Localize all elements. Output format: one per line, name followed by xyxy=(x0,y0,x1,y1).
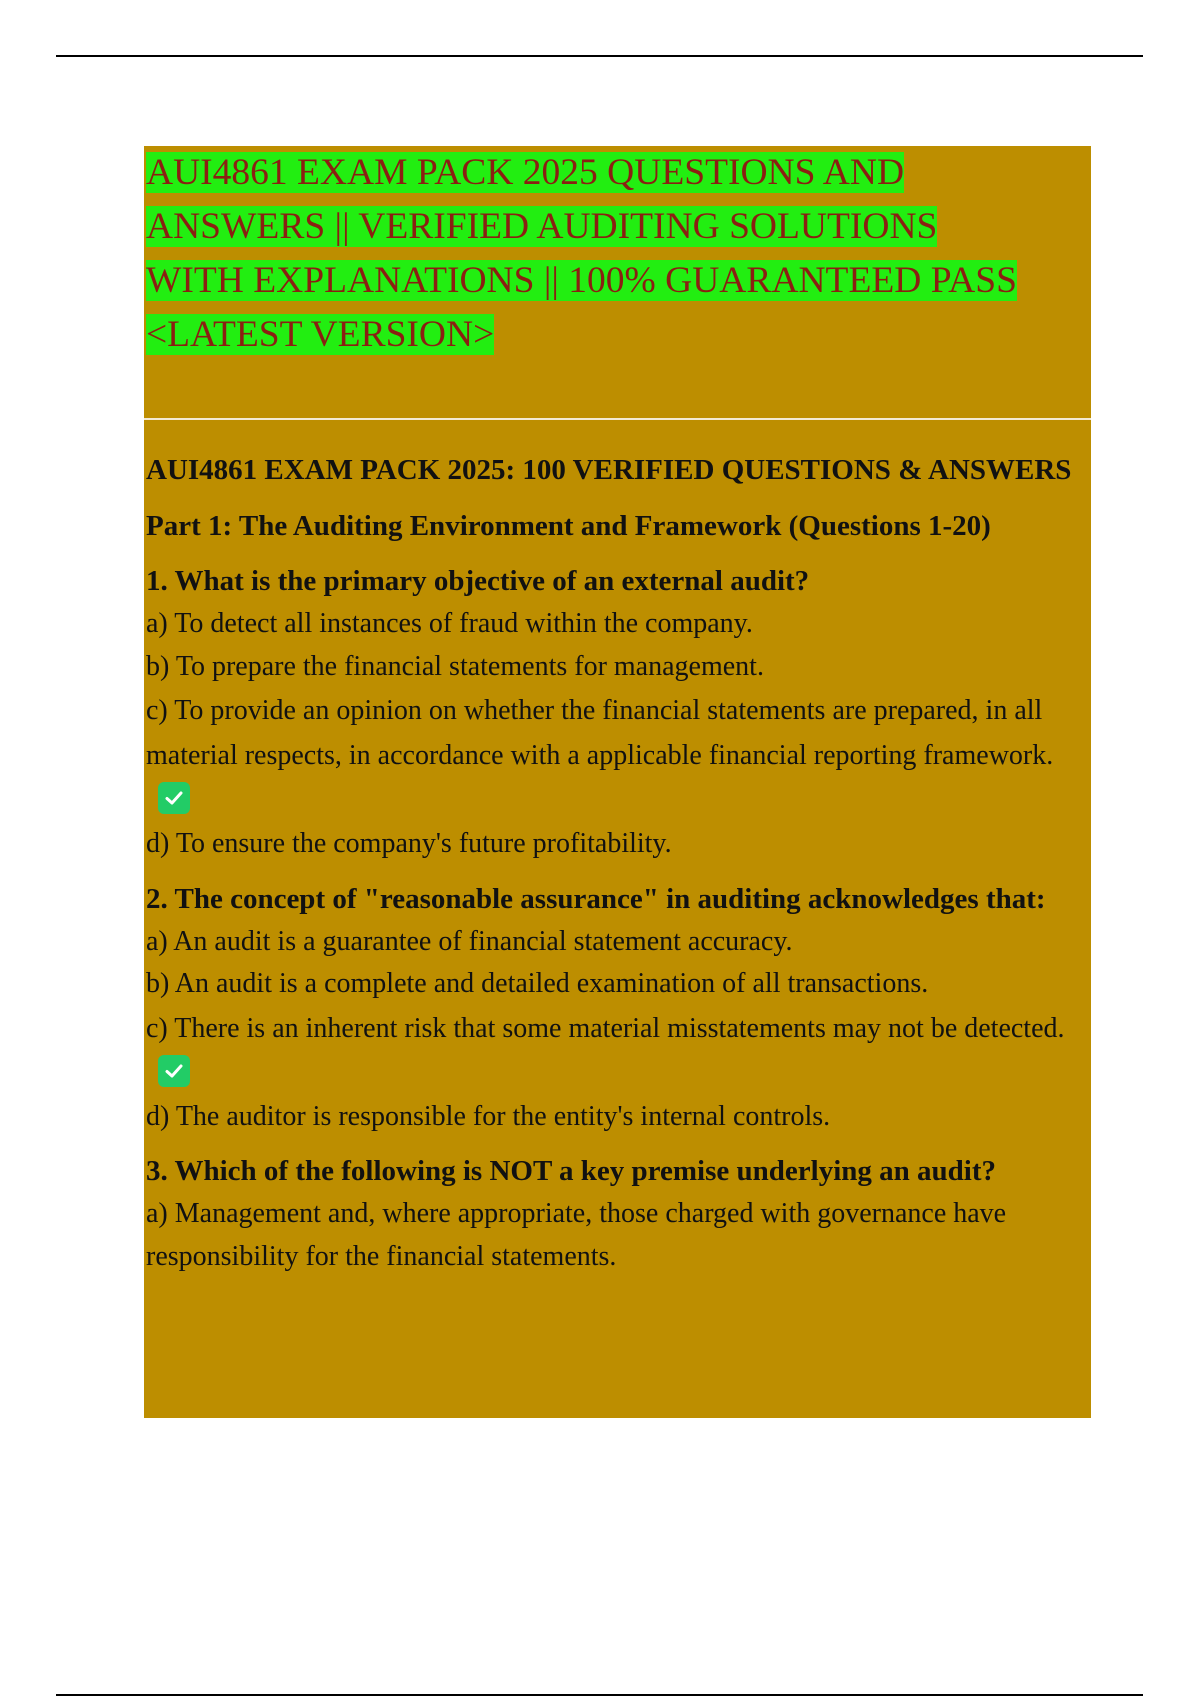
question-block xyxy=(146,1150,1091,1278)
check-mark-icon xyxy=(158,782,190,814)
bottom-rule xyxy=(56,1694,1143,1696)
check-mark-icon xyxy=(158,1055,190,1087)
answer-option: b) To prepare the financial statements for management. xyxy=(146,650,764,682)
answer-option: a) An audit is a guarantee of financial statement accuracy. xyxy=(146,925,793,957)
question-text: 2. The concept of "reasonable assurance" in auditing acknowledges that: xyxy=(146,882,1046,915)
pack-heading: AUI4861 EXAM PACK 2025: 100 VERIFIED QUESTIONS & ANSWERS xyxy=(146,454,1072,486)
answer-option: d) To ensure the company's future profitability. xyxy=(146,828,672,859)
question-text: 3. Which of the following is NOT a key premise underlying an audit? xyxy=(146,1155,996,1187)
title-line: ANSWERS || VERIFIED AUDITING SOLUTIONS xyxy=(146,206,938,247)
part-heading: Part 1: The Auditing Environment and Framework (Questions 1-20) xyxy=(146,510,991,542)
answer-option: b) An audit is a complete and detailed examination of all transactions. xyxy=(146,968,929,999)
title-line: AUI4861 EXAM PACK 2025 QUESTIONS AND xyxy=(146,152,905,193)
question-block xyxy=(146,878,1091,1139)
answer-option: a) Management and, where appropriate, those charged with governance have responsibility for the financial statements. xyxy=(146,1198,1007,1272)
answer-option-correct xyxy=(146,688,1091,823)
content-panel xyxy=(144,146,1091,1418)
title-line: WITH EXPLANATIONS || 100% GUARANTEED PASS xyxy=(146,260,1017,301)
answer-option-correct xyxy=(146,1006,1091,1096)
answer-option: a) To detect all instances of fraud within the company. xyxy=(146,608,753,639)
document-title xyxy=(146,146,1086,362)
answer-option-text: c) To provide an opinion on whether the financial statements are prepared, in all material respects, in accordance with a applicable financial reporting framework. xyxy=(146,695,1054,771)
question-block xyxy=(146,560,1091,866)
top-rule xyxy=(56,55,1143,57)
question-text: 1. What is the primary objective of an external audit? xyxy=(146,565,810,597)
title-line: <LATEST VERSION> xyxy=(146,314,495,355)
section-divider xyxy=(144,418,1091,420)
answer-option: d) The auditor is responsible for the entity's internal controls. xyxy=(146,1100,831,1132)
answer-option-text: c) There is an inherent risk that some material misstatements may not be detected. xyxy=(146,1012,1065,1044)
